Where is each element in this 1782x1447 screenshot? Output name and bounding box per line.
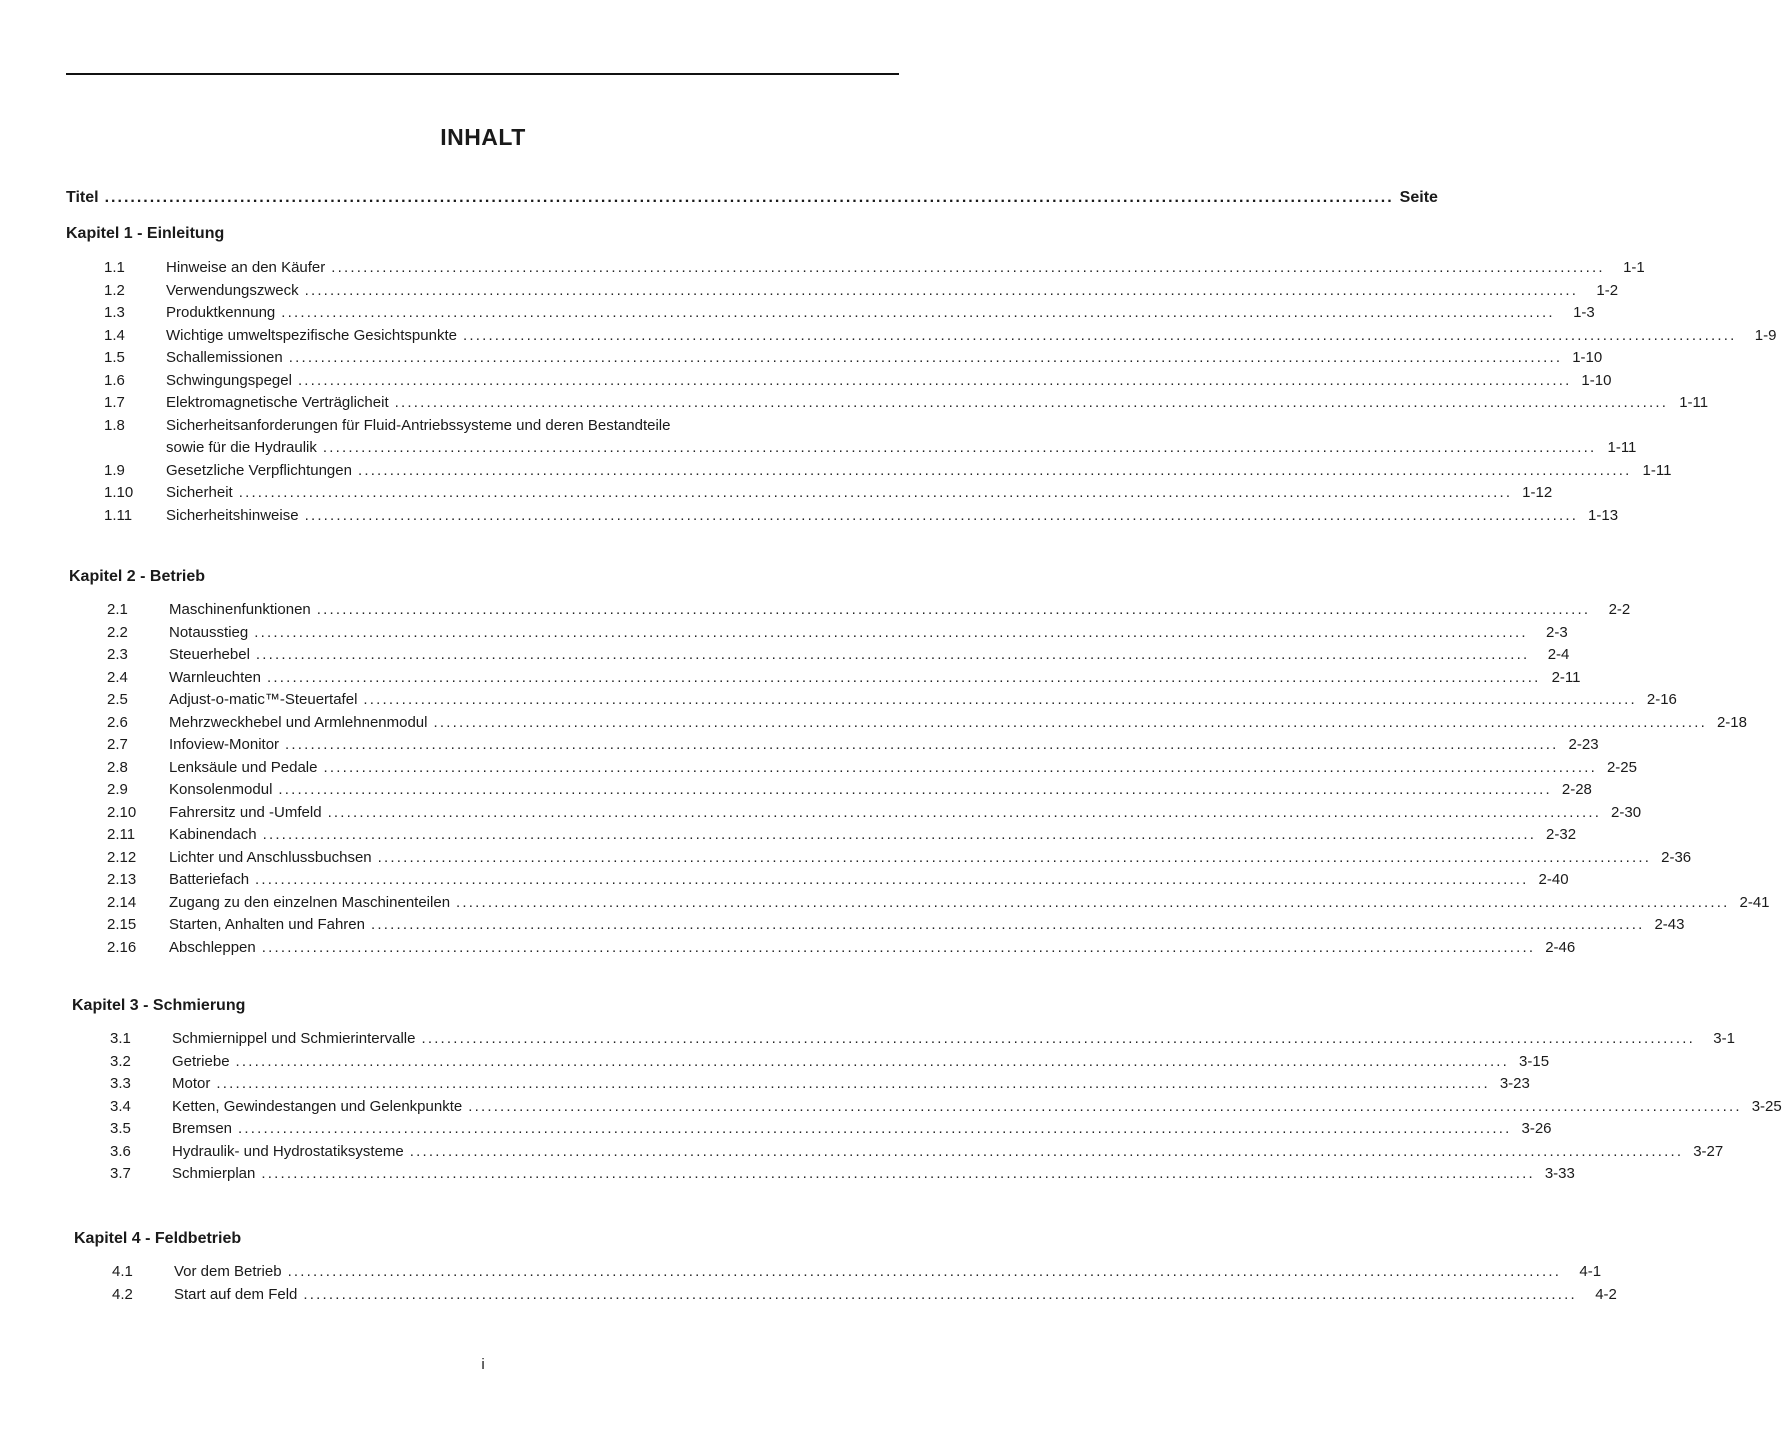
entry-number: 2.4 [107, 668, 128, 686]
entry-number: 4.1 [112, 1263, 133, 1280]
entry-number: 2.6 [107, 713, 128, 731]
toc-entry[interactable] [69, 779, 1592, 802]
toc-entry[interactable] [66, 392, 1709, 415]
toc-entry[interactable] [72, 1163, 1575, 1186]
toc-entry[interactable] [74, 1261, 1602, 1284]
entry-page: 1-10 [1572, 349, 1603, 366]
dot-leader: ........................................................................................................................................................................................................ [331, 259, 1605, 276]
dot-leader: ........................................................................................................................................................................................................ [255, 871, 1529, 888]
entry-label: Bremsen [172, 1120, 233, 1137]
dot-leader: ........................................................................................................................................................................................................ [357, 461, 1632, 479]
chapter-heading: Kapitel 1 - Einleitung [66, 225, 225, 242]
entry-label: Sicherheitsanforderungen für Fluid-Antriebssysteme und deren Bestandteile [166, 416, 671, 434]
entry-page: 2-30 [1611, 803, 1642, 821]
entry-number: 2.2 [107, 623, 128, 641]
entry-number: 1.5 [104, 349, 125, 366]
entry-number: 3.2 [110, 1052, 131, 1070]
entry-page: 3-23 [1499, 1075, 1530, 1092]
entry-number: 1.4 [104, 326, 125, 344]
dot-leader: ........................................................................................................................................................................................................ [287, 1263, 1562, 1280]
entry-page: 3-26 [1521, 1120, 1552, 1137]
entry-number: 1.11 [104, 506, 133, 524]
entry-number: 2.13 [107, 871, 137, 888]
entry-page: 2-32 [1546, 826, 1577, 843]
chapter-3-section [72, 994, 1782, 1186]
chapter-entry-list [69, 599, 1770, 959]
entry-label: Sicherheitshinweise [166, 506, 299, 524]
dot-leader: ........................................................................................................................................................................................................ [377, 848, 1652, 866]
entry-number: 2.7 [107, 736, 128, 753]
toc-entry[interactable] [69, 824, 1577, 847]
dot-leader: ........................................................................................................................................................................................................ [216, 1075, 1490, 1092]
toc-entry[interactable] [69, 869, 1569, 892]
entry-label: Getriebe [172, 1052, 230, 1070]
dot-leader: ........................................................................................................................................................................................................ [363, 691, 1637, 708]
dot-leader: ........................................................................................................................................................................................................ [262, 826, 1537, 843]
dot-leader: ........................................................................................................................................................................................................ [304, 281, 1579, 299]
entry-label: Fahrersitz und -Umfeld [169, 803, 322, 821]
toc-entry[interactable] [72, 1141, 1724, 1164]
entry-page: 1-12 [1522, 484, 1553, 501]
dot-leader: ........................................................................................................................................................................................................ [278, 781, 1552, 798]
entry-page: 2-4 [1547, 646, 1570, 663]
entry-page: 4-2 [1595, 1285, 1617, 1303]
entry-number: 2.15 [107, 916, 137, 933]
entry-label: Steuerhebel [169, 646, 250, 663]
entry-label: Hinweise an den Käufer [166, 259, 326, 276]
entry-number: 3.5 [110, 1120, 131, 1137]
entry-page: 2-40 [1538, 871, 1569, 888]
entry-label: Ketten, Gewindestangen und Gelenkpunkte [172, 1097, 463, 1115]
entry-number: 1.9 [104, 461, 125, 479]
entry-number: 2.16 [107, 938, 137, 956]
toc-entry[interactable] [69, 802, 1642, 825]
chapter-entry-list [74, 1261, 1617, 1306]
chapter-heading: Kapitel 4 - Feldbetrieb [74, 1230, 242, 1247]
entry-number: 2.1 [107, 601, 128, 618]
entry-label: Wichtige umweltspezifische Gesichtspunkte [166, 326, 457, 344]
dot-leader: ........................................................................................................................................................................................................ [281, 304, 1555, 321]
dot-leader: ........................................................................................................................................................................................................ [468, 1097, 1742, 1115]
dot-leader: ........................................................................................................................................................................................................ [327, 803, 1602, 821]
entry-label: Schallemissionen [166, 349, 283, 366]
toc-entry[interactable] [72, 1051, 1550, 1074]
entry-number: 2.5 [107, 691, 128, 708]
toc-entry[interactable] [69, 622, 1568, 645]
toc-entry[interactable] [69, 757, 1637, 780]
entry-page: 2-3 [1546, 623, 1568, 641]
entry-page: 1-11 [1679, 394, 1709, 411]
entry-label: Lenksäule und Pedale [169, 758, 318, 776]
entry-number: 1.10 [104, 484, 134, 501]
toc-entry[interactable] [69, 892, 1770, 915]
entry-label: Hydraulik- und Hydrostatiksysteme [172, 1142, 404, 1160]
entry-page: 2-23 [1568, 736, 1599, 753]
chapter-1-section [66, 222, 1777, 527]
toc-entry[interactable] [69, 734, 1599, 757]
chapter-4-section [74, 1227, 1617, 1306]
dot-leader: ........................................................................................................................................................................................................ [238, 484, 1513, 501]
entry-label: Batteriefach [169, 871, 250, 888]
dot-leader: ........................................................................................................................................................................................................ [421, 1030, 1695, 1047]
entry-page: 2-16 [1646, 691, 1677, 708]
dot-leader: ........................................................................................................................................................................................................ [433, 713, 1707, 731]
toc-entry[interactable] [69, 847, 1692, 870]
chapter-entry-list [72, 1028, 1782, 1186]
page-number: i [481, 1356, 485, 1373]
entry-page: 1-2 [1596, 281, 1619, 299]
toc-entry[interactable] [66, 325, 1777, 348]
top-rule [66, 73, 899, 75]
entry-label: Schmiernippel und Schmierintervalle [172, 1030, 416, 1047]
toc-entry[interactable] [72, 1096, 1782, 1119]
entry-number: 2.11 [107, 826, 136, 843]
entry-label: Maschinenfunktionen [169, 601, 311, 618]
chapter-2-section [69, 565, 1770, 959]
toc-entry[interactable] [72, 1118, 1552, 1141]
dot-leader: ........................................................................................................................................................................................................ [235, 1052, 1510, 1070]
toc-entry[interactable] [66, 370, 1612, 393]
entry-page: 3-33 [1544, 1165, 1575, 1182]
entry-page: 1-11 [1607, 439, 1637, 456]
entry-page: 4-1 [1579, 1263, 1602, 1280]
dot-leader: ........................................................................................................................................................................................................ [261, 938, 1536, 956]
entry-label: Abschleppen [169, 938, 256, 956]
entry-page: 1-9 [1754, 326, 1777, 344]
entry-label: Vor dem Betrieb [174, 1263, 282, 1280]
entry-label: Zugang zu den einzelnen Maschinenteilen [169, 893, 451, 911]
entry-number: 1.1 [104, 259, 125, 276]
chapter-heading: Kapitel 3 - Schmierung [72, 997, 246, 1014]
dot-leader: ........................................................................................................................................................................................................ [254, 623, 1528, 641]
entry-page: 1-13 [1588, 506, 1619, 524]
toc-entry[interactable] [69, 712, 1747, 735]
entry-number: 4.2 [112, 1285, 133, 1303]
entry-number: 1.7 [104, 394, 125, 411]
entry-number: 1.6 [104, 371, 125, 389]
entry-number: 3.6 [110, 1142, 131, 1160]
entry-page: 2-28 [1561, 781, 1592, 798]
entry-label: Lichter und Anschlussbuchsen [169, 848, 372, 866]
entry-page: 3-1 [1713, 1030, 1735, 1047]
entry-label: Schmierplan [172, 1165, 256, 1182]
entry-page: 2-2 [1608, 601, 1631, 618]
entry-number: 1.8 [104, 416, 125, 434]
dot-leader: ........................................................................................................................................................................................................ [409, 1142, 1684, 1160]
page-title: INHALT [440, 124, 526, 150]
entry-label: Elektromagnetische Verträglicheit [166, 394, 389, 411]
toc-header-title-label: Titel [66, 189, 99, 206]
dot-leader: ........................................................................................................................................................................................................ [255, 646, 1530, 663]
dot-leader: ........................................................................................................................................................................................................ [267, 668, 1541, 686]
dot-leader: ........................................................................................................................................................................................................ [297, 371, 1572, 389]
dot-leader: ........................................................................................................................................................................................................ [322, 439, 1597, 456]
dot-leader: ........................................................................................................................................................................................................ [288, 349, 1563, 366]
entry-page: 3-15 [1519, 1052, 1550, 1070]
entry-page: 1-1 [1623, 259, 1645, 276]
entry-label: Verwendungszweck [166, 281, 299, 299]
entry-page: 1-3 [1573, 304, 1595, 321]
entry-number: 2.14 [107, 893, 137, 911]
entry-number: 3.4 [110, 1097, 131, 1115]
entry-label: Mehrzweckhebel und Armlehnenmodul [169, 713, 428, 731]
entry-label: Konsolenmodul [169, 781, 273, 798]
entry-number: 3.7 [110, 1165, 131, 1182]
toc-entry[interactable] [66, 482, 1553, 505]
chapter-entry-list [66, 257, 1777, 527]
entry-page: 2-18 [1716, 713, 1747, 731]
toc-entry[interactable] [72, 1073, 1530, 1096]
toc-entry[interactable] [74, 1284, 1617, 1307]
toc-entry[interactable] [69, 667, 1581, 690]
toc-entry[interactable] [69, 689, 1677, 712]
entry-number: 2.10 [107, 803, 137, 821]
toc-entry[interactable] [69, 914, 1685, 937]
toc-entry[interactable] [66, 415, 1637, 460]
entry-number: 1.3 [104, 304, 125, 321]
entry-label: Warnleuchten [169, 668, 261, 686]
dot-leader: ........................................................................................................................................................................................................ [323, 758, 1597, 776]
dot-leader: ........................................................................................................................................................................................................ [261, 1165, 1535, 1182]
entry-page: 1-10 [1581, 371, 1612, 389]
dot-leader: ........................................................................................................................................................................................................ [370, 916, 1645, 933]
entry-page: 2-25 [1606, 758, 1637, 776]
dot-leader: ........................................................................................................................................................................................................ [316, 601, 1591, 618]
dot-leader: ........................................................................................................................................................................................................ [456, 893, 1730, 911]
dot-leader: ........................................................................................................................................................................................................ [285, 736, 1559, 753]
toc-entry[interactable] [69, 937, 1576, 960]
entry-label: Notausstieg [169, 623, 249, 641]
entry-page: 2-41 [1739, 893, 1770, 911]
entry-label: Schwingungspegel [166, 371, 292, 389]
entry-page: 2-46 [1545, 938, 1576, 956]
toc-entry[interactable] [66, 505, 1619, 528]
dot-leader: ........................................................................................................................................................................................................ [104, 189, 1394, 206]
chapter-heading: Kapitel 2 - Betrieb [69, 568, 206, 585]
entry-number: 2.12 [107, 848, 137, 866]
entry-label: Infoview-Monitor [169, 736, 280, 753]
toc-entry[interactable] [66, 460, 1672, 483]
entry-page: 1-11 [1642, 461, 1672, 479]
entry-label: Gesetzliche Verpflichtungen [166, 461, 352, 479]
toc-header-row [66, 189, 1438, 207]
entry-label: Motor [172, 1075, 211, 1092]
toc-entry[interactable] [69, 599, 1631, 622]
toc-entry[interactable] [69, 644, 1570, 667]
dot-leader: ........................................................................................................................................................................................................ [238, 1120, 1512, 1137]
toc-entry[interactable] [66, 280, 1619, 303]
entry-page: 3-25 [1751, 1097, 1782, 1115]
entry-number: 3.3 [110, 1075, 131, 1092]
entry-number: 2.8 [107, 758, 128, 776]
entry-label: Sicherheit [166, 484, 233, 501]
entry-label: Adjust-o-matic™-Steuertafel [169, 691, 358, 708]
dot-leader: ........................................................................................................................................................................................................ [304, 506, 1579, 524]
entry-label: Starten, Anhalten und Fahren [169, 916, 365, 933]
entry-page: 3-27 [1693, 1142, 1724, 1160]
entry-page: 2-36 [1661, 848, 1692, 866]
dot-leader: ........................................................................................................................................................................................................ [394, 394, 1669, 411]
entry-page: 2-11 [1551, 668, 1581, 686]
dot-leader: ........................................................................................................................................................................................................ [462, 326, 1737, 344]
toc-header-page-label: Seite [1399, 189, 1438, 206]
entry-label-continued: sowie für die Hydraulik [166, 439, 317, 456]
entry-label: Start auf dem Feld [174, 1285, 298, 1303]
toc-entry[interactable] [66, 257, 1645, 280]
entry-page: 2-43 [1654, 916, 1685, 933]
entry-number: 1.2 [104, 281, 125, 299]
toc-entry[interactable] [66, 302, 1595, 325]
entry-number: 3.1 [110, 1030, 131, 1047]
toc-entry[interactable] [66, 347, 1603, 370]
entry-number: 2.3 [107, 646, 128, 663]
entry-number: 2.9 [107, 781, 128, 798]
entry-label: Kabinendach [169, 826, 257, 843]
toc-entry[interactable] [72, 1028, 1735, 1051]
dot-leader: ........................................................................................................................................................................................................ [303, 1285, 1577, 1303]
entry-label: Produktkennung [166, 304, 276, 321]
